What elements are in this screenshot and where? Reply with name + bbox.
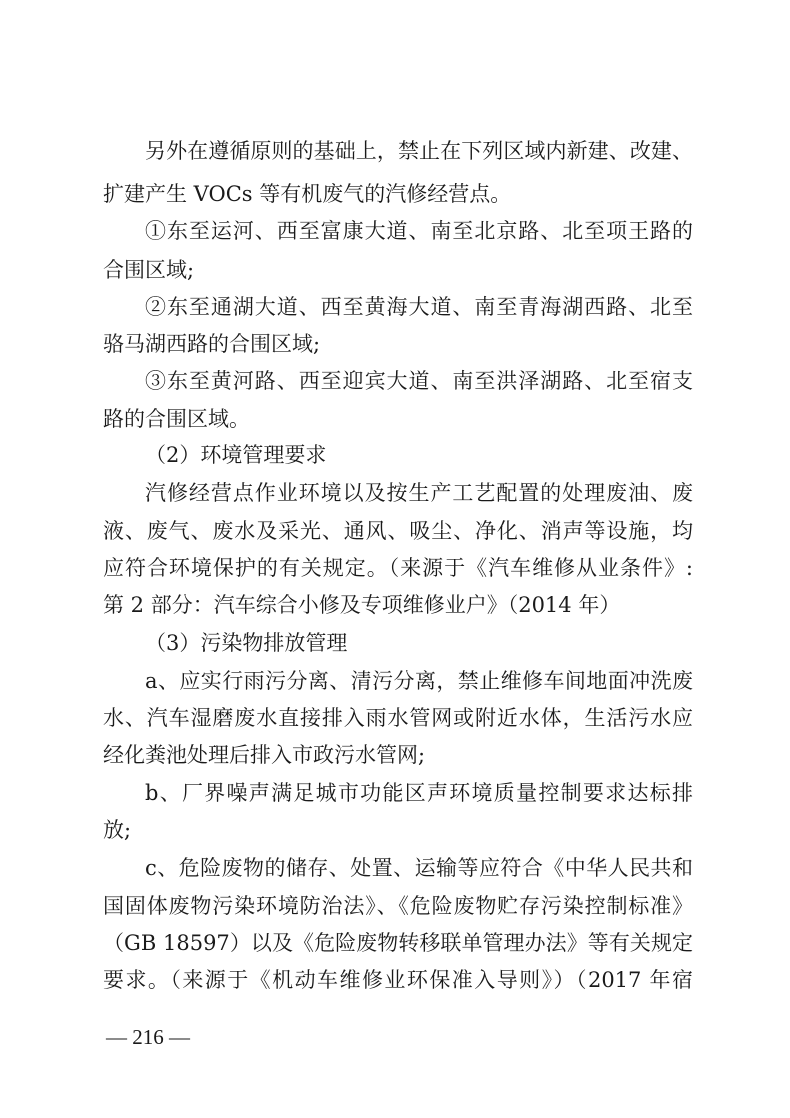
item-c-line-2: 国固体废物污染环境防治法》、《危险废物贮存污染控制标准》 (103, 894, 693, 918)
zone-2-line-1: ②东至通湖大道、西至黄海大道、南至青海湖西路、北至 (145, 295, 693, 319)
zone-1-line-1: ①东至运河、西至富康大道、南至北京路、北至项王路的 (145, 219, 693, 243)
section-heading-environment: （2）环境管理要求 (145, 443, 327, 467)
page-number: — 216 — (106, 1025, 190, 1049)
zone-3-line-1: ③东至黄河路、西至迎宾大道、南至洪泽湖路、北至宿支 (145, 369, 693, 393)
item-b-line-2: 放; (103, 818, 132, 842)
env-req-line-3: 应符合环境保护的有关规定。（来源于《汽车维修从业条件》: (103, 556, 693, 580)
item-b-line-1: b、厂界噪声满足城市功能区声环境质量控制要求达标排 (145, 781, 693, 805)
item-a-line-1: a、应实行雨污分离、清污分离，禁止维修车间地面冲洗废 (145, 669, 693, 693)
zone-2-line-2: 骆马湖西路的合围区域; (103, 332, 321, 356)
item-a-line-2: 水、汽车湿磨废水直接排入雨水管网或附近水体，生活污水应 (103, 706, 693, 730)
env-req-line-4: 第 2 部分：汽车综合小修及专项维修业户》（2014 年） (103, 593, 621, 617)
paragraph-intro-line-2: 扩建产生 VOCs 等有机废气的汽修经营点。 (103, 182, 512, 206)
zone-3-line-2: 路的合围区域。 (103, 407, 250, 431)
item-c-line-4: 要求。（来源于《机动车维修业环保准入导则》）（2017 年宿 (103, 968, 693, 992)
item-c-line-1: c、危险废物的储存、处置、运输等应符合《中华人民共和 (145, 856, 693, 880)
zone-1-line-2: 合围区域; (103, 258, 195, 282)
env-req-line-1: 汽修经营点作业环境以及按生产工艺配置的处理废油、废 (145, 481, 693, 505)
item-c-line-3: （GB 18597）以及《危险废物转移联单管理办法》等有关规定 (103, 931, 693, 955)
env-req-line-2: 液、废气、废水及采光、通风、吸尘、净化、消声等设施，均 (103, 519, 693, 543)
item-a-line-3: 经化粪池处理后排入市政污水管网; (103, 743, 426, 767)
paragraph-intro-line-1: 另外在遵循原则的基础上，禁止在下列区域内新建、改建、 (145, 139, 693, 163)
section-heading-pollutant: （3）污染物排放管理 (145, 631, 348, 655)
